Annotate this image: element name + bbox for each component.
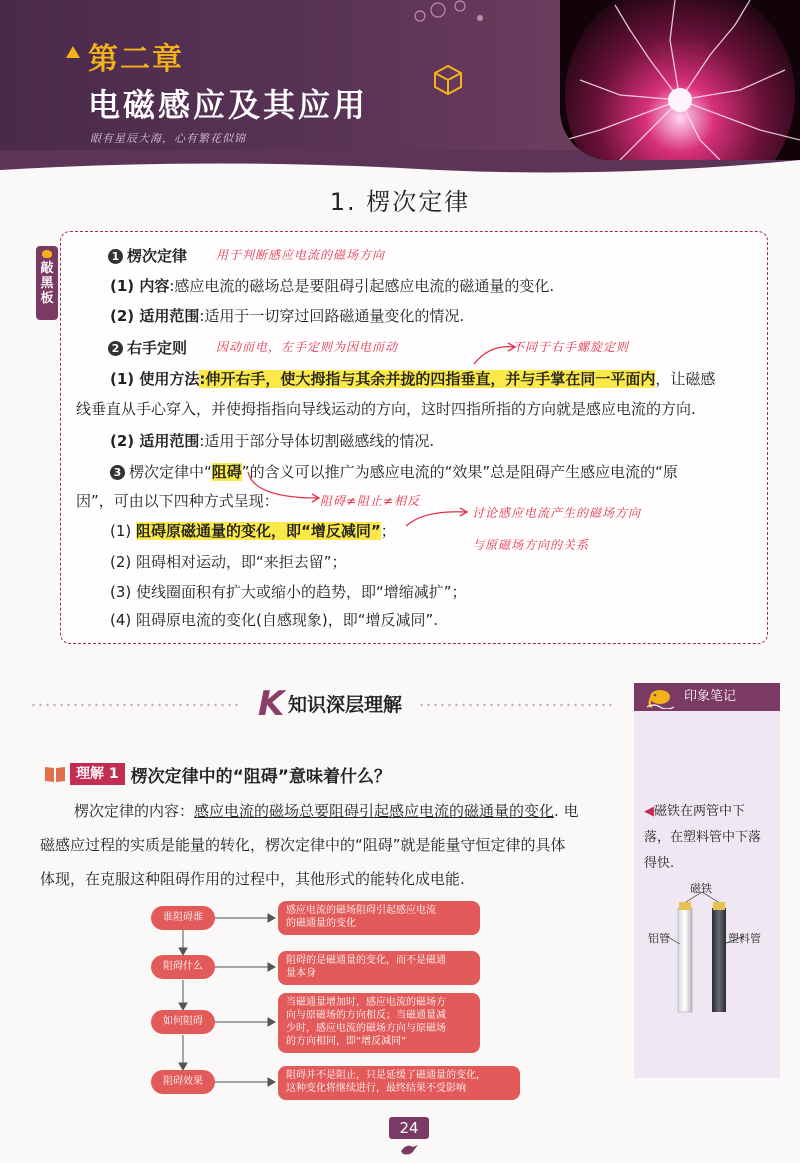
understanding-1-heading [44, 763, 391, 785]
flow-detail-what [278, 951, 480, 985]
flow-detail-effect [278, 1066, 520, 1100]
elephant-icon [646, 687, 676, 709]
flow-detail-who [278, 901, 480, 935]
handwritten-note: 讨论感应电流产生的磁场方向 [472, 506, 642, 520]
text: 楞次定律的内容： [74, 802, 195, 820]
item-text: :适用于部分导体切割磁感线的情况. [199, 432, 435, 450]
side-note-line-3: 得快. [644, 856, 675, 871]
cube-icon [433, 64, 463, 96]
impression-notes-header [634, 683, 780, 711]
plasma-ball-image [560, 0, 800, 160]
handwritten-arrow [244, 470, 322, 504]
flow-detail-line: 少时，感应电流的磁场方向与原磁场 [286, 1023, 446, 1034]
handwritten-arrow [470, 340, 518, 366]
text: . 电 [554, 802, 579, 820]
understanding-title: 楞次定律中的“阻碍”意味着什么？ [130, 766, 391, 787]
k-logo: K [258, 684, 285, 724]
item-text: :适用于一切穿过回路磁通量变化的情况. [199, 307, 465, 325]
flow-detail-line: 阻碍并不是阻止，只是延缓了磁通量的变化， [286, 1070, 486, 1081]
item-label: (2) 适用范围 [110, 307, 200, 325]
point-2-item-1-cont: 线垂直从手心穿入，并使拇指指向导线运动的方向，这时四指所指的方向就是感应电流的方向. [76, 400, 696, 418]
highlighted-text: 阻碍原磁通量的变化，即“增反减同” [136, 522, 381, 540]
knock-blackboard-tab [36, 246, 58, 320]
book-icon [44, 765, 66, 783]
left-triangle-icon: ◀ [644, 804, 654, 819]
text: 楞次定律中“ [129, 463, 212, 481]
item-label: (2) 适用范围 [110, 432, 200, 450]
section-title: 1. 楞次定律 [329, 188, 471, 216]
item-text: :感应电流的磁场总是要阻碍引起感应电流的磁通量的变化. [169, 277, 555, 295]
chapter-number: 第二章 [88, 42, 184, 77]
dotted-divider [418, 703, 615, 707]
side-tab-char: 黑 [40, 276, 54, 291]
flow-detail-line: 向与原磁场的方向相反；当磁通量减 [286, 1010, 446, 1021]
flow-detail-line: 当磁通量增加时，感应电流的磁场方 [286, 997, 446, 1008]
bird-icon [399, 1141, 419, 1157]
explanation-line-1 [74, 800, 579, 821]
side-note-line-2: 落，在塑料管中下落 [644, 830, 762, 845]
text: ”的含义可以推广为感应电流的“效果”总是阻碍产生感应电流的“原 [241, 463, 678, 481]
flow-detail-how [278, 993, 480, 1053]
handwritten-note: 用于判断感应电流的磁场方向 [216, 248, 386, 262]
point-1-heading [108, 245, 187, 266]
point-1-item-1 [110, 275, 554, 296]
understanding-label: 理解 1 [70, 763, 125, 785]
dotted-divider [30, 703, 242, 707]
number-badge: 3 [110, 465, 125, 480]
point-3-item-1 [110, 520, 396, 541]
deep-understanding-title: 知识深层理解 [288, 694, 403, 716]
handwritten-note: 与原磁场方向的关系 [472, 538, 590, 552]
handwritten-note: 因动而电，左手定则为因电而动 [216, 340, 399, 354]
flow-step-what: 阻碍什么 [151, 955, 215, 979]
deep-understanding-bar [30, 684, 615, 724]
chapter-triangle-icon [66, 46, 80, 58]
tubes-illustration [644, 878, 774, 1018]
bell-icon [42, 250, 52, 258]
point-3-item-3: (3) 使线圈面积有扩大或缩小的趋势，即“增缩减扩”； [110, 583, 467, 601]
point-2-item-1 [110, 368, 715, 389]
flow-detail-line: 的方向相同，即“增反减同” [286, 1036, 407, 1047]
chapter-motto: 眼有星辰大海，心有繁花似锦 [90, 132, 246, 145]
highlighted-text: :伸开右手，使大拇指与其余并拢的四指垂直，并与手掌在同一平面内 [199, 370, 656, 388]
item-label: (1) 内容 [110, 277, 170, 295]
flow-detail-line: 阻碍的是磁通量的变化，而不是磁通 [286, 955, 446, 966]
impression-notes-title: 印象笔记 [684, 689, 737, 704]
point-2-heading [108, 337, 187, 358]
number-badge: 2 [108, 341, 123, 356]
flow-detail-line: 这种变化将继续进行，最终结果不受影响 [286, 1083, 466, 1094]
decorative-dots [400, 0, 560, 40]
flow-detail-line: 量本身 [286, 968, 316, 979]
side-note-line-1 [644, 800, 745, 819]
point-1-item-2 [110, 305, 464, 326]
underlined-text: 感应电流的磁场总要阻碍引起感应电流的磁通量的变化 [194, 802, 555, 820]
magnet-label: 磁铁 [690, 882, 712, 895]
handwritten-note: 不同于右手螺旋定则 [512, 340, 630, 354]
point-1-title: 楞次定律 [127, 247, 188, 265]
item-label: (1) 使用方法 [110, 370, 200, 388]
point-3-line-2: 因”，可由以下四种方式呈现： [76, 492, 279, 510]
page-number: 24 [389, 1117, 429, 1139]
number-badge: 1 [108, 249, 123, 264]
side-tab-char: 板 [40, 291, 54, 306]
item-suffix: ； [380, 522, 396, 540]
flow-detail-line: 感应电流的磁场阻碍引起感应电流 [286, 905, 436, 916]
flow-step-effect: 阻碍效果 [151, 1070, 215, 1094]
item-prefix: (1) [110, 522, 137, 540]
point-2-item-2 [110, 430, 434, 451]
handwritten-arrow [404, 506, 470, 530]
flow-detail-line: 的磁通量的变化 [286, 918, 356, 929]
explanation-line-2: 磁感应过程的实质是能量的转化，楞次定律中的“阻碍”就是能量守恒定律的具体 [40, 836, 566, 854]
handwritten-note: 阻碍≠阻止≠相反 [320, 494, 421, 508]
flow-step-how: 如何阻碍 [151, 1010, 215, 1034]
chapter-title: 电磁感应及其应用 [88, 86, 369, 124]
highlighted-text: 阻碍 [211, 463, 242, 481]
text: 磁铁在两管中下 [654, 804, 746, 819]
explanation-line-3: 体现，在克服这种阻碍作用的过程中，其他形式的能转化成电能. [40, 870, 465, 888]
point-3-line-1 [110, 461, 678, 482]
flow-step-who: 谁阻碍谁 [151, 906, 215, 930]
point-3-item-2: (2) 阻碍相对运动，即“来拒去留”； [110, 553, 347, 571]
point-3-item-4: (4) 阻碍原电流的变化(自感现象)，即“增反减同”. [110, 611, 439, 629]
item-text: ，让磁感 [655, 370, 716, 388]
aluminum-tube-label: 铝管 [648, 932, 670, 945]
side-tab-char: 敲 [40, 261, 54, 276]
plastic-tube-label: 塑料管 [728, 932, 761, 945]
point-2-title: 右手定则 [127, 339, 188, 357]
